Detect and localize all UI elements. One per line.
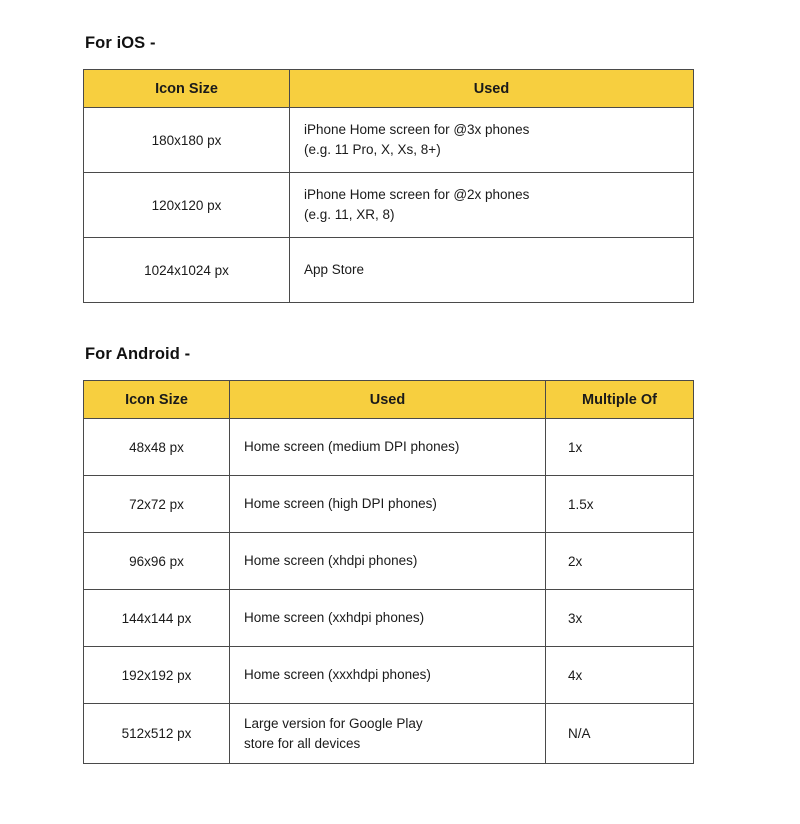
cell-used-line-1: Large version for Google Play bbox=[244, 716, 423, 731]
cell-multiple: 1x bbox=[546, 419, 694, 476]
cell-used bbox=[230, 476, 546, 533]
ios-section bbox=[83, 34, 693, 303]
cell-used bbox=[290, 173, 694, 238]
cell-multiple: 3x bbox=[546, 590, 694, 647]
table-header-row bbox=[84, 70, 694, 108]
cell-used-line-1: Home screen (xxhdpi phones) bbox=[244, 610, 425, 626]
cell-used-line-1: iPhone Home screen for @2x phones bbox=[304, 187, 530, 203]
column-header-used: Used bbox=[230, 381, 546, 419]
cell-used-line-1: iPhone Home screen for @3x phones bbox=[304, 122, 530, 138]
cell-icon-size: 48x48 px bbox=[84, 419, 230, 476]
column-header-icon-size: Icon Size bbox=[84, 381, 230, 419]
android-section-heading: For Android - bbox=[85, 345, 191, 363]
cell-icon-size: 512x512 px bbox=[84, 704, 230, 764]
cell-icon-size: 96x96 px bbox=[84, 533, 230, 590]
ios-section-heading: For iOS - bbox=[85, 34, 156, 52]
table-row bbox=[84, 647, 694, 704]
cell-used bbox=[230, 533, 546, 590]
cell-used-line-2: store for all devices bbox=[244, 735, 361, 751]
table-row bbox=[84, 173, 694, 238]
cell-used bbox=[230, 590, 546, 647]
cell-icon-size: 192x192 px bbox=[84, 647, 230, 704]
cell-used bbox=[290, 238, 694, 303]
table-row bbox=[84, 419, 694, 476]
android-section bbox=[83, 345, 693, 764]
cell-used-line-1: Home screen (xxxhdpi phones) bbox=[244, 667, 431, 683]
cell-icon-size: 120x120 px bbox=[84, 173, 290, 238]
table-row bbox=[84, 108, 694, 173]
cell-multiple: 1.5x bbox=[546, 476, 694, 533]
column-header-icon-size: Icon Size bbox=[84, 70, 290, 108]
ios-icon-size-table bbox=[83, 69, 694, 303]
table-row bbox=[84, 238, 694, 303]
cell-used-line-2: (e.g. 11, XR, 8) bbox=[304, 207, 395, 222]
table-row bbox=[84, 704, 694, 764]
cell-used-line-1: Home screen (high DPI phones) bbox=[244, 496, 437, 512]
cell-used-line-1: App Store bbox=[304, 262, 365, 278]
cell-multiple: N/A bbox=[546, 704, 694, 764]
cell-used-line-1: Home screen (medium DPI phones) bbox=[244, 439, 460, 455]
cell-used bbox=[230, 704, 546, 764]
android-icon-size-table bbox=[83, 380, 694, 764]
cell-icon-size: 180x180 px bbox=[84, 108, 290, 173]
cell-icon-size: 144x144 px bbox=[84, 590, 230, 647]
cell-icon-size: 1024x1024 px bbox=[84, 238, 290, 303]
cell-used bbox=[230, 419, 546, 476]
cell-icon-size: 72x72 px bbox=[84, 476, 230, 533]
cell-used bbox=[290, 108, 694, 173]
table-header-row bbox=[84, 381, 694, 419]
cell-used-line-2: (e.g. 11 Pro, X, Xs, 8+) bbox=[304, 142, 441, 157]
table-row bbox=[84, 533, 694, 590]
column-header-used: Used bbox=[290, 70, 694, 108]
cell-used bbox=[230, 647, 546, 704]
cell-used-line-1: Home screen (xhdpi phones) bbox=[244, 553, 418, 569]
table-row bbox=[84, 590, 694, 647]
table-row bbox=[84, 476, 694, 533]
column-header-multiple-of: Multiple Of bbox=[546, 381, 694, 419]
cell-multiple: 4x bbox=[546, 647, 694, 704]
cell-multiple: 2x bbox=[546, 533, 694, 590]
